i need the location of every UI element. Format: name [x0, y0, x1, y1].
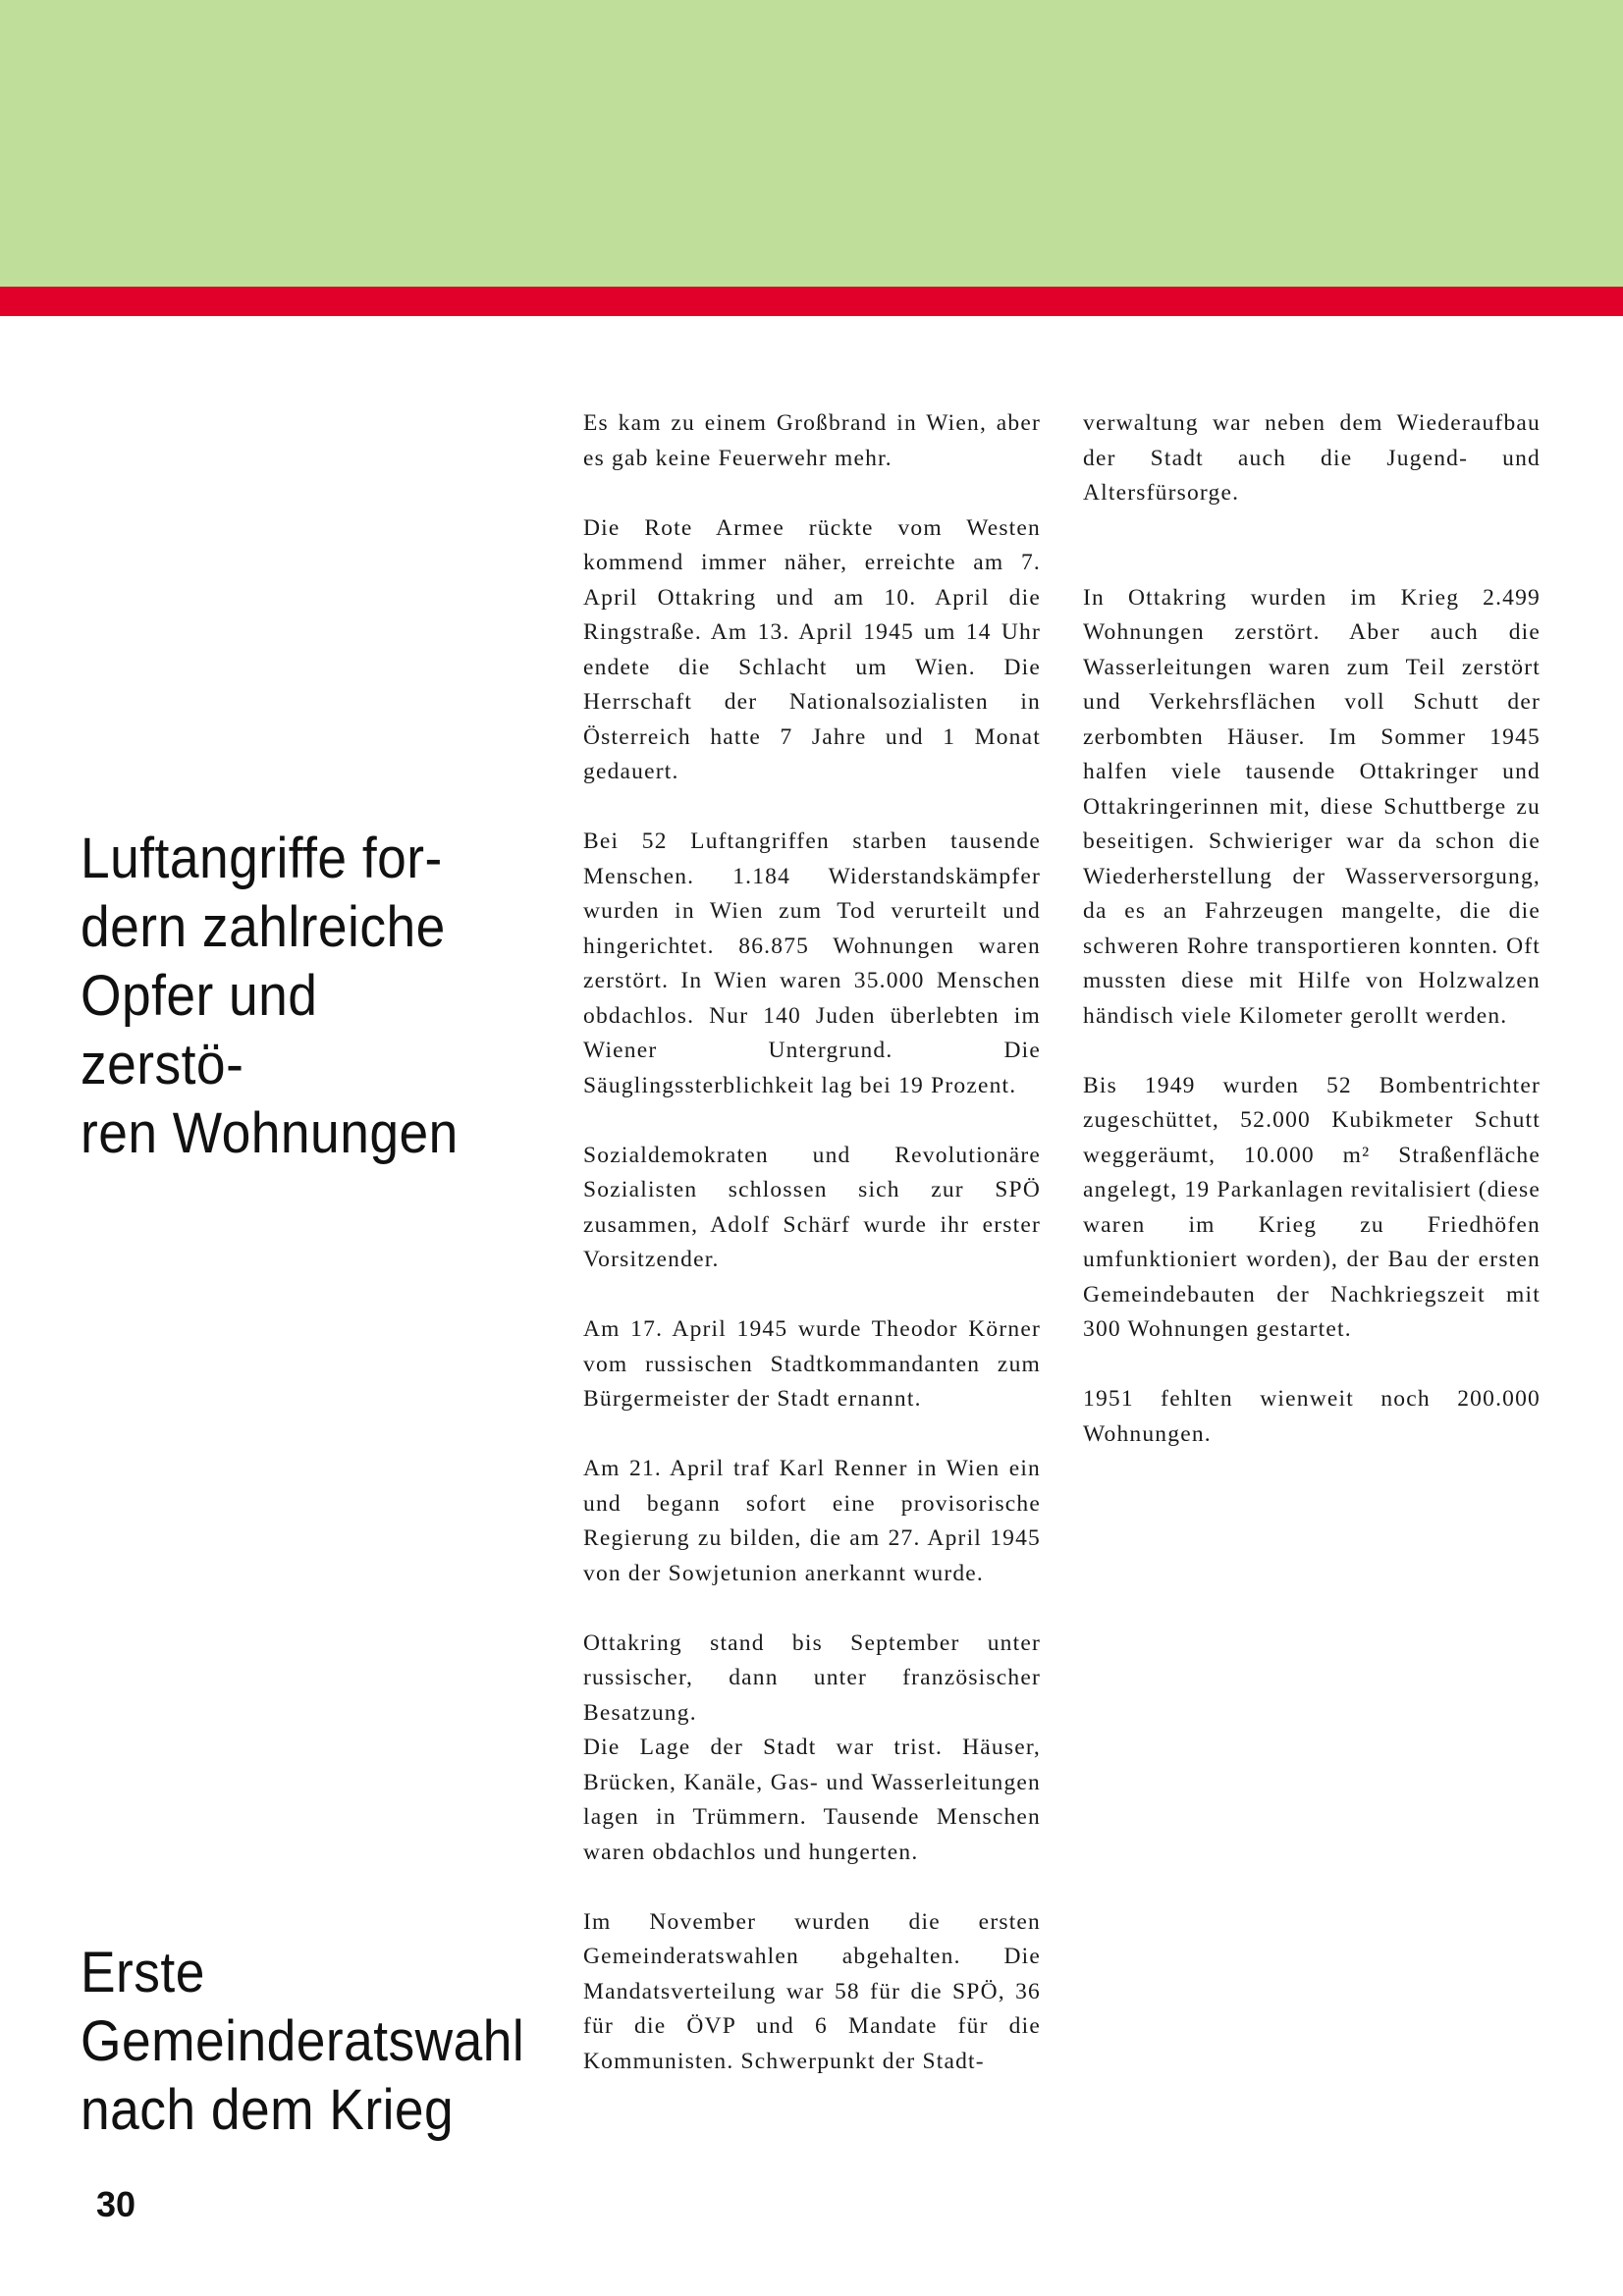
paragraph: Die Rote Armee rückte vom Westen kommend immer näher, erreichte am 7. April Ottakring und am 10. April die Ringstraße. Am 13. April 1945 um 14 Uhr endete die Schlacht um Wien. Die Herrschaft der Nationalsozialisten in Österreich hatte 7 Jahre und 1 Monat gedauert.: [583, 514, 1041, 784]
paragraph: Im November wurden die ersten Gemeinderatswahlen abgehalten. Die Mandatsverteilung war 58 für die SPÖ, 36 für die ÖVP und 6 Mandate für die Kommunisten. Schwerpunkt der Stadt-: [583, 1908, 1041, 2074]
page-number: 30: [96, 2184, 136, 2224]
paragraph: 1951 fehlten wienweit noch 200.000 Wohnungen.: [1083, 1386, 1541, 1447]
paragraph: Die Lage der Stadt war trist. Häuser, Brücken, Kanäle, Gas- und Wasserleitungen lagen in Trümmern. Tausende Menschen waren obdachlos und hungerten.: [583, 1735, 1041, 1865]
paragraph: Bis 1949 wurden 52 Bombentrichter zugeschüttet, 52.000 Kubikmeter Schutt weggeräumt, 10.000 m² Straßenfläche angelegt, 19 Parkanlagen revitalisiert (diese waren im Krieg zu Friedhöfen umfunktioniert worden), der Bau der ersten Gemeindebauten der Nachkriegszeit mit 300 Wohnungen gestartet.: [1083, 1072, 1541, 1342]
text-column-right: [1083, 406, 1541, 1487]
header-red-stripe: [0, 287, 1623, 316]
text-column-left: [583, 406, 1041, 2114]
paragraph: Sozialdemokraten und Revolutionäre Sozialisten schlossen sich zur SPÖ zusammen, Adolf Schärf wurde ihr erster Vorsitzender.: [583, 1142, 1041, 1272]
paragraph: Ottakring stand bis September unter russischer, dann unter französischer Besatzung.: [583, 1629, 1041, 1726]
paragraph: In Ottakring wurden im Krieg 2.499 Wohnungen zerstört. Aber auch die Wasserleitungen waren zum Teil zerstört und Verkehrsflächen voll Schutt der zerbombten Häuser. Im Sommer 1945 halfen viele tausende Ottakringer und Ottakringerinnen mit, diese Schuttberge zu beseitigen. Schwieriger war da schon die Wiederherstellung der Wasserversorgung, da es an Fahrzeugen mangelte, die die schweren Rohre transportieren konnten. Oft mussten diese mit Hilfe von Holzwalzen händisch viele Kilometer gerollt werden.: [1083, 584, 1541, 1029]
header-green-band: [0, 0, 1623, 287]
paragraph: Am 17. April 1945 wurde Theodor Körner vom russischen Stadtkommandanten zum Bürgermeister der Stadt ernannt.: [583, 1316, 1041, 1412]
paragraph: verwaltung war neben dem Wiederaufbau der Stadt auch die Jugend- und Altersfürsorge.: [1083, 410, 1541, 506]
section-heading-election: Erste Gemeinderatswahl nach dem Krieg: [81, 1941, 525, 2142]
paragraph: Am 21. April traf Karl Renner in Wien ein und begann sofort eine provisorische Regierung zu bilden, die am 27. April 1945 von der Sowjetunion anerkannt wurde.: [583, 1456, 1041, 1586]
paragraph: Bei 52 Luftangriffen starben tausende Menschen. 1.184 Widerstandskämpfer wurden in Wien zum Tod verurteilt und hingerichtet. 86.875 Wohnungen waren zerstört. In Wien waren 35.000 Menschen obdachlos. Nur 140 Juden überlebten im Wiener Untergrund. Die Säuglingssterblichkeit lag bei 19 Prozent.: [583, 828, 1041, 1098]
section-heading-air-raids: Luftangriffe for- dern zahlreiche Opfer und zerstö- ren Wohnungen: [81, 827, 459, 1165]
paragraph: Es kam zu einem Großbrand in Wien, aber es gab keine Feuerwehr mehr.: [583, 410, 1041, 471]
